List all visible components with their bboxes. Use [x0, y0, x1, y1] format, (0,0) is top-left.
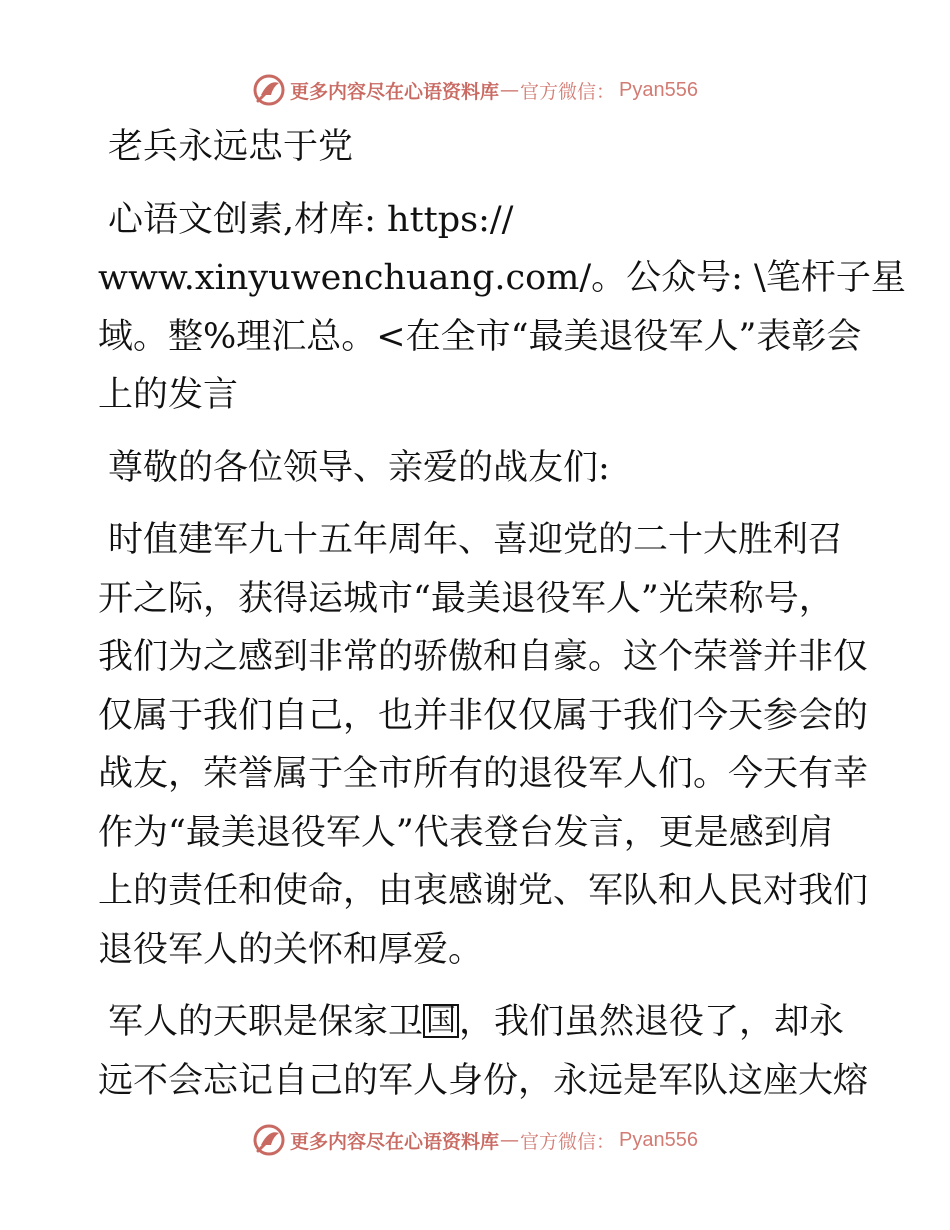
paragraph-text-segment: 军人的天职是保家卫 [108, 1002, 424, 1042]
banner-official-label: 官方微信： [520, 80, 616, 103]
document-title: 老兵永远忠于党 [108, 127, 354, 167]
banner-wechat-id: Pyan556 [619, 1128, 698, 1151]
document-body [98, 118, 906, 1124]
body-paragraph-1 [98, 511, 869, 979]
source-line: 心语文创素,材库: https:// [108, 199, 514, 240]
source-line: 域。整%理汇总。<在全市“最美退役军人”表彰会 [98, 316, 862, 357]
paragraph-line: 作为“最美退役军人”代表登台发言，更是感到肩 [98, 812, 834, 853]
source-paragraph [98, 191, 906, 425]
boxed-character: 国 [423, 1004, 459, 1038]
banner-text: 更多内容尽在心语资料库 [290, 80, 500, 103]
banner-official-label: 官方微信： [520, 1130, 616, 1153]
title-paragraph [98, 118, 858, 177]
banner-dash: — [500, 79, 520, 101]
paragraph-line: 上的责任和使命，由衷感谢党、军队和人民对我们 [98, 871, 869, 911]
paragraph-line: 我们为之感到非常的骄傲和自豪。这个荣誉并非仅 [98, 637, 869, 677]
paragraph-line: 开之际，获得运城市“最美退役军人”光荣称号， [98, 578, 834, 619]
greeting-line: 尊敬的各位领导、亲爱的战友们: [108, 447, 610, 488]
greeting-paragraph [98, 439, 858, 498]
header-banner [0, 70, 950, 110]
paragraph-line [98, 993, 858, 1052]
brand-logo-icon [252, 73, 286, 107]
banner-dash: — [500, 1129, 520, 1151]
banner-text: 更多内容尽在心语资料库 [290, 1130, 500, 1153]
paragraph-line: 退役军人的关怀和厚爱。 [98, 929, 484, 970]
banner-wechat-id: Pyan556 [619, 78, 698, 101]
paragraph-line: 时值建军九十五年周年、喜迎党的二十大胜利召 [108, 520, 844, 560]
paragraph-line: 远不会忘记自己的军人身份，永远是军队这座大熔 [98, 1060, 869, 1101]
footer-banner [0, 1120, 950, 1160]
source-line: 上的发言 [98, 375, 239, 415]
source-line: www.xinyuwenchuang.com/。公众号: \笔杆子星 [98, 258, 906, 298]
paragraph-line: 战友，荣誉属于全市所有的退役军人们。今天有幸 [98, 754, 869, 794]
paragraph-line: 仅属于我们自己，也并非仅仅属于我们今天参会的 [98, 695, 869, 736]
paragraph-text-segment: ，我们虽然退役了，却永 [459, 1002, 845, 1042]
body-paragraph-2 [98, 993, 869, 1110]
brand-logo-icon [252, 1123, 286, 1157]
